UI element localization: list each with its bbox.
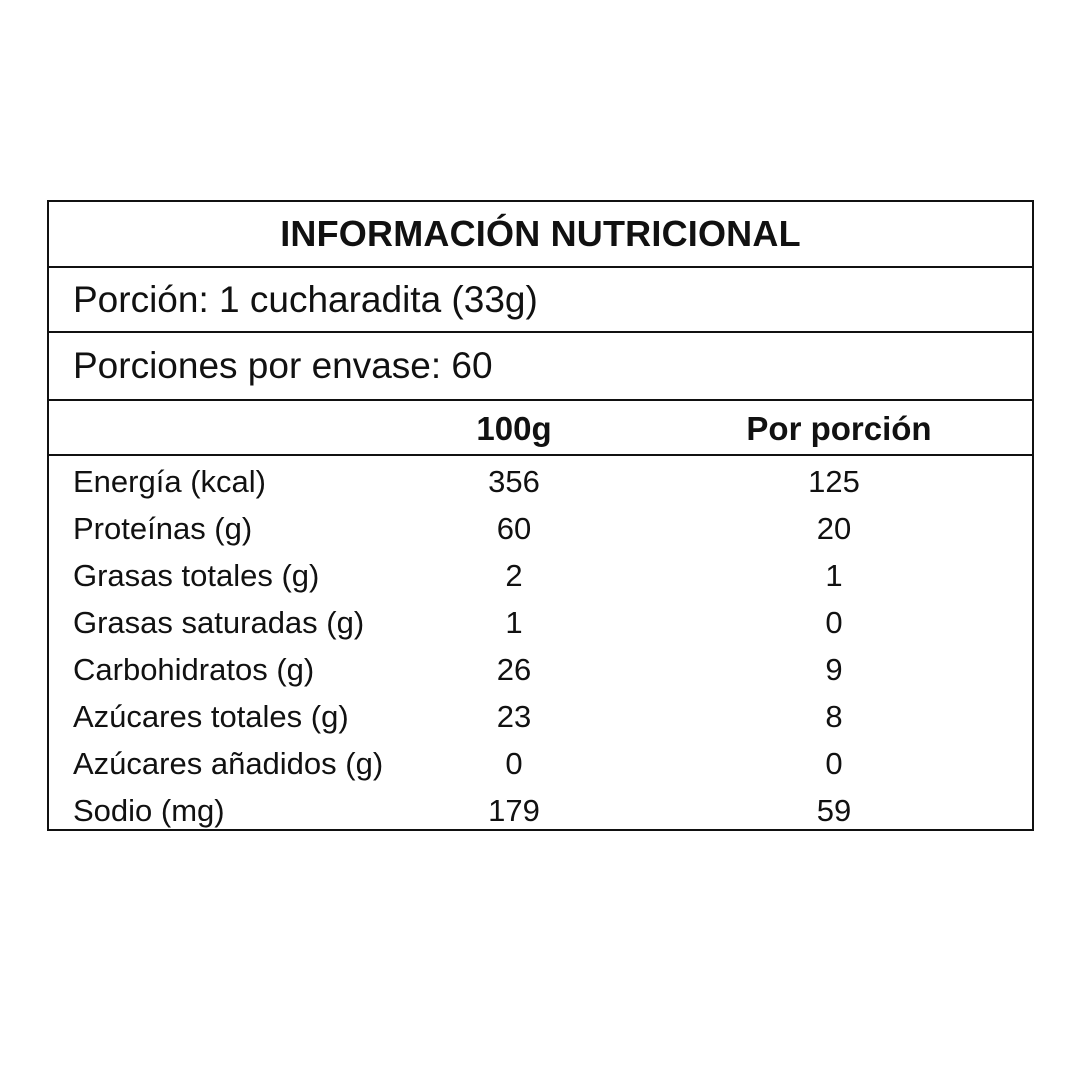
nutrient-row	[49, 740, 1032, 787]
nutrition-facts-label	[47, 200, 1034, 831]
title-row	[49, 202, 1032, 268]
nutrient-value-per-serving: 0	[825, 746, 843, 781]
nutrient-row	[49, 458, 1032, 505]
nutrient-value-100g: 26	[496, 652, 532, 687]
nutrient-name: Energía (kcal)	[73, 464, 266, 499]
nutrient-row	[49, 787, 1032, 834]
servings-per-container-row	[49, 333, 1032, 401]
nutrient-value-100g: 0	[505, 746, 523, 781]
nutrient-name: Carbohidratos (g)	[73, 652, 315, 687]
nutrient-name: Azúcares añadidos (g)	[73, 746, 384, 781]
nutrient-row	[49, 693, 1032, 740]
nutrient-value-100g: 356	[488, 464, 540, 499]
nutrient-value-per-serving: 59	[816, 793, 852, 828]
serving-size: Porción: 1 cucharadita (33g)	[73, 278, 538, 320]
nutrient-row	[49, 599, 1032, 646]
nutrient-row	[49, 552, 1032, 599]
nutrient-name: Grasas saturadas (g)	[73, 605, 365, 640]
nutrient-value-100g: 2	[505, 558, 523, 593]
nutrient-value-per-serving: 125	[808, 464, 860, 499]
nutrient-value-100g: 179	[488, 793, 540, 828]
nutrient-name: Azúcares totales (g)	[73, 699, 349, 734]
nutrient-value-per-serving: 1	[825, 558, 843, 593]
label-title: INFORMACIÓN NUTRICIONAL	[280, 213, 801, 254]
column-header-100g: 100g	[476, 410, 552, 447]
nutrient-list	[49, 458, 1032, 834]
nutrient-value-100g: 1	[505, 605, 523, 640]
nutrient-value-100g: 23	[496, 699, 532, 734]
nutrient-row	[49, 646, 1032, 693]
nutrient-value-100g: 60	[496, 511, 532, 546]
nutrient-name: Grasas totales (g)	[73, 558, 320, 593]
nutrient-value-per-serving: 20	[816, 511, 852, 546]
nutrient-name: Sodio (mg)	[73, 793, 225, 828]
nutrient-value-per-serving: 9	[825, 652, 843, 687]
nutrient-row	[49, 505, 1032, 552]
nutrient-value-per-serving: 8	[825, 699, 843, 734]
serving-size-row	[49, 268, 1032, 333]
nutrient-value-per-serving: 0	[825, 605, 843, 640]
servings-per-container: Porciones por envase: 60	[73, 345, 493, 386]
column-header-row	[49, 401, 1032, 456]
column-header-per-serving: Por porción	[746, 410, 932, 447]
nutrient-name: Proteínas (g)	[73, 511, 253, 546]
